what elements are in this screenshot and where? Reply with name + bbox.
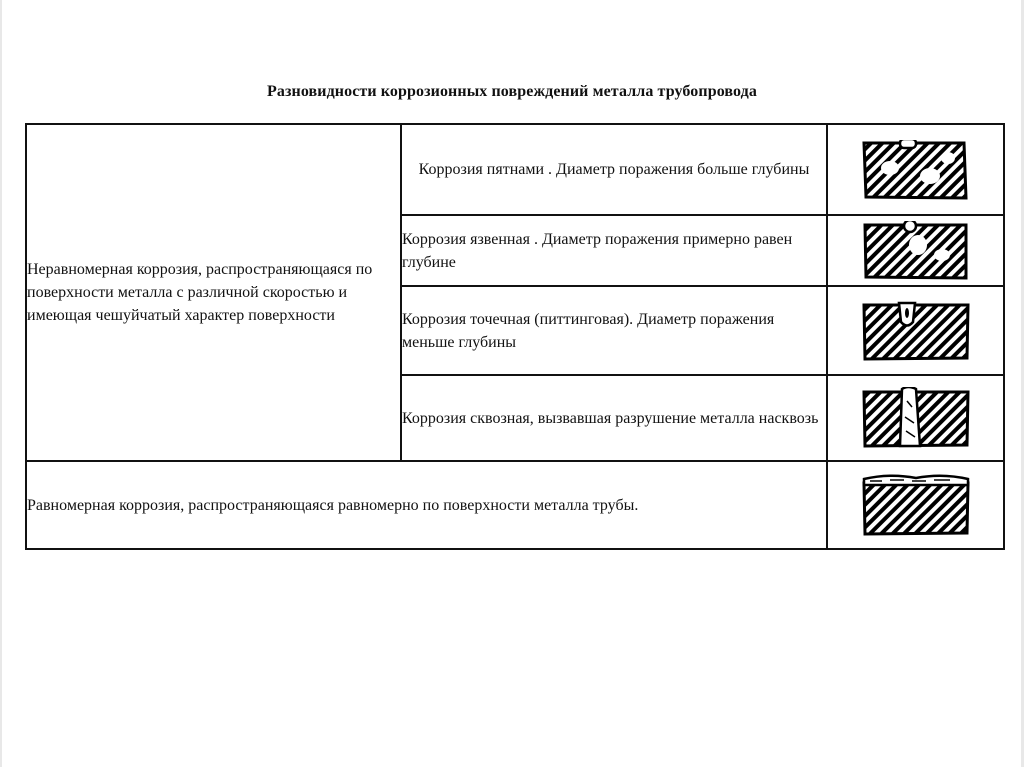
corrosion-image-cell: [827, 286, 1004, 375]
uniform-corrosion-label: Равномерная коррозия, распространяющаяся равномерно по поверхности металла трубы.: [27, 496, 639, 514]
uneven-corrosion-cell: [26, 124, 401, 461]
page-title: Разновидности коррозионных повреждений металла трубопровода: [267, 83, 757, 100]
corrosion-pitting-label: Коррозия точечная (питтинговая). Диаметр поражения меньше глубины: [402, 310, 775, 351]
corrosion-table: [25, 123, 1005, 550]
corrosion-spots-icon: [860, 140, 972, 200]
corrosion-uniform-icon: [860, 473, 972, 537]
slide-left-border: [0, 0, 2, 767]
uniform-corrosion-cell: [26, 461, 827, 549]
corrosion-type-cell: [401, 375, 827, 461]
corrosion-type-cell: [401, 286, 827, 375]
corrosion-spots-label: Коррозия пятнами . Диаметр поражения больше глубины: [418, 161, 810, 178]
corrosion-through-icon: [860, 387, 972, 449]
corrosion-ulcer-label: Коррозия язвенная . Диаметр поражения примерно равен глубине: [402, 230, 793, 271]
table-row: [26, 124, 1004, 215]
corrosion-image-cell: [827, 375, 1004, 461]
corrosion-pitting-icon: [860, 300, 972, 362]
table-row: [26, 461, 1004, 549]
corrosion-type-cell: [401, 215, 827, 286]
uneven-corrosion-label: Неравномерная коррозия, распространяющаяся по поверхности металла с различной скоростью и имеющая чешуйчатый характер поверхности: [27, 261, 373, 324]
corrosion-through-label: Коррозия сквозная, вызвавшая разрушение металла насквозь: [402, 409, 819, 427]
corrosion-image-cell: [827, 124, 1004, 215]
corrosion-image-cell: [827, 215, 1004, 286]
corrosion-image-cell: [827, 461, 1004, 549]
corrosion-ulcer-icon: [860, 221, 972, 281]
corrosion-type-cell: [401, 124, 827, 215]
